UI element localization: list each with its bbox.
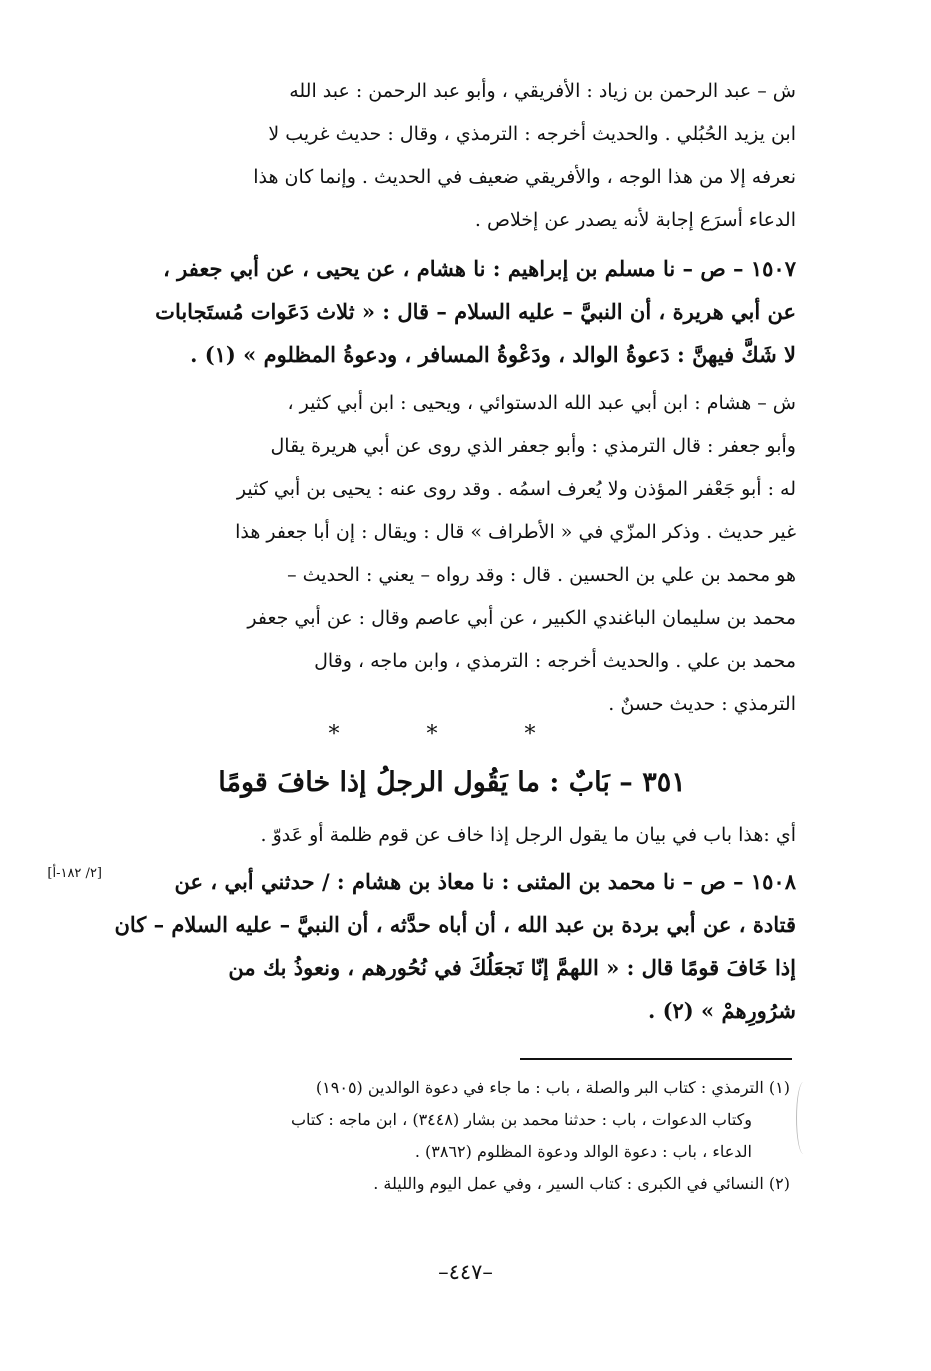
page-number: –٤٤٧–: [438, 1260, 493, 1284]
text-line: له : أبو جَعْفر المؤذن ولا يُعرف اسمُه . وقد روى عنه : يحيى بن أبي كثير: [236, 478, 796, 500]
section-separator: * * *: [328, 722, 576, 747]
hadith-line: قتادة ، عن أبي بردة بن عبد الله ، أن أباه حدَّثه ، أن النبيَّ – عليه السلام – كان: [114, 912, 796, 937]
commentary-paragraph: [108, 814, 796, 857]
hadith-line: لا شَكَّ فيهنَّ : دَعوةُ الوالد ، ودَعْوةُ المسافر ، ودعوةُ المظلوم » (١) .: [190, 342, 796, 367]
commentary-paragraph: [108, 382, 796, 726]
chapter-heading: ٣٥١ – بَابٌ : ما يَقُول الرجلُ إذا خافَ قومًا: [218, 767, 686, 798]
text-line: نعرفه إلا من هذا الوجه ، والأفريقي ضعيف في الحديث . وإنما كان هذا: [253, 166, 796, 188]
text-line: الدعاء أسرَع إجابة لأنه يصدر عن إخلاص .: [474, 209, 796, 231]
text-line: الترمذي : حديث حسنٌ .: [608, 693, 796, 715]
text-line: أي :هذا باب في بيان ما يقول الرجل إذا خاف عن قوم ظلمة أو عَدوّ .: [260, 824, 796, 846]
hadith-line: ١٥٠٨ – ص – نا محمد بن المثنى : نا معاذ بن هشام : / حدثني أبي ، عن: [174, 869, 796, 894]
footnote-line: (٢) النسائي في الكبرى : كتاب السير ، وفي عمل اليوم والليلة .: [373, 1174, 790, 1193]
footnote-line: الدعاء ، باب : دعوة الوالد ودعوة المظلوم (٣٨٦٢) .: [414, 1142, 752, 1161]
text-line: وأبو جعفر : قال الترمذي : وأبو جعفر الذي روى عن أبي هريرة يقال: [270, 435, 796, 457]
text-line: ش – عبد الرحمن بن زياد : الأفريقي ، وأبو عبد الرحمن : عبد الله: [289, 80, 796, 102]
hadith-line: عن أبي هريرة ، أن النبيَّ – عليه السلام – قال : « ثلاث دَعَوات مُستَجابات: [155, 299, 796, 324]
text-line: ش – هشام : ابن أبي عبد الله الدستوائي ، ويحيى : ابن أبي كثير ،: [287, 392, 796, 414]
text-line: محمد بن علي . والحديث أخرجه : الترمذي ، وابن ماجه ، وقال: [314, 650, 796, 672]
margin-bracket-mark: [796, 1082, 811, 1154]
footnote-line: وكتاب الدعوات ، باب : حدثنا محمد بن بشار (٣٤٤٨) ، ابن ماجه : كتاب: [290, 1110, 752, 1129]
hadith-1507: [108, 247, 796, 376]
footnotes: [140, 1072, 790, 1200]
text-line: محمد بن سليمان الباغندي الكبير ، عن أبي عاصم وقال : عن أبي جعفر: [247, 607, 796, 629]
footnote-line: (١) الترمذي : كتاب البر والصلة ، باب : ما جاء في دعوة الوالدين (١٩٠٥): [315, 1078, 790, 1097]
hadith-line: إذا خَافَ قومًا قال : « اللهمَّ إنّا نَجعَلُكَ في نُحُورهم ، ونعوذُ بك من: [228, 955, 796, 980]
text-line: ابن يزيد الحُبُلي . والحديث أخرجه : الترمذي ، وقال : حديث غريب لا: [268, 123, 796, 145]
hadith-line: ١٥٠٧ – ص – نا مسلم بن إبراهيم : نا هشام ، عن يحيى ، عن أبي جعفر ،: [163, 256, 796, 281]
text-line: هو محمد بن علي بن الحسين . قال : وقد رواه – يعني : الحديث –: [287, 564, 796, 586]
margin-reference: [٢/ ١٨٢-أ]: [47, 866, 102, 881]
hadith-line: شرُورِهمْ » (٢) .: [647, 998, 796, 1023]
hadith-1508: [108, 860, 796, 1032]
text-line: غير حديث . وذكر المزّي في « الأطراف » قال : ويقال : إن أبا جعفر هذا: [235, 521, 796, 543]
commentary-paragraph: [108, 70, 796, 242]
footnote-divider: [520, 1058, 792, 1060]
